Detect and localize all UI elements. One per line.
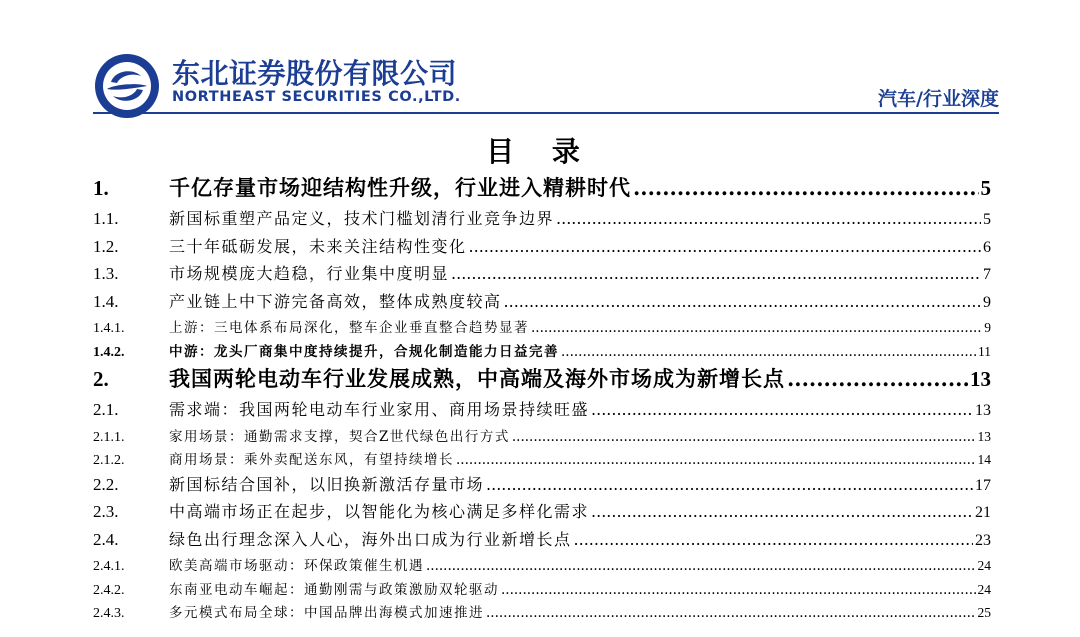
- toc-dot-leader: [426, 558, 976, 574]
- company-name-cn: 东北证券股份有限公司: [172, 57, 458, 90]
- toc-entry-number: 2.1.1.: [93, 429, 125, 445]
- toc-entry-title: 上游：三电体系布局深化，整车企业垂直整合趋势显著: [169, 320, 529, 336]
- toc-entry-page: 13: [975, 402, 991, 419]
- report-category: 汽车/行业深度: [878, 88, 999, 110]
- toc-entry-page: 24: [977, 581, 991, 597]
- toc-entry-number: 1.4.: [93, 291, 119, 311]
- toc-entry-page: 6: [983, 238, 991, 256]
- toc-entry-page: 24: [977, 558, 991, 573]
- toc-entry-title: 新国标重塑产品定义，技术门槛划清行业竞争边界: [169, 209, 555, 228]
- toc-entry-title: 多元模式布局全球：中国品牌出海模式加速推进: [169, 605, 484, 621]
- toc-entry-page: 9: [983, 293, 991, 311]
- toc-entry-number: 1.4.2.: [93, 344, 125, 360]
- toc-entry-number: 2.3.: [93, 502, 119, 521]
- toc-entry-title: 商用场景：乘外卖配送东风，有望持续增长: [169, 452, 454, 468]
- toc-dot-leader: [512, 429, 976, 445]
- toc-dot-leader: [469, 237, 981, 256]
- toc-entry-page: 23: [975, 531, 991, 549]
- header-divider: [93, 112, 999, 114]
- toc-entry-number: 2.2.: [93, 474, 119, 494]
- toc-entry-number: 1.: [93, 176, 109, 200]
- toc-entry-page: 13: [970, 367, 991, 391]
- toc-entry[interactable]: [93, 261, 991, 289]
- toc-entry[interactable]: [93, 172, 991, 206]
- toc-entry-title: 千亿存量市场迎结构性升级，行业进入精耕时代: [169, 176, 631, 200]
- toc-entry-title: 东南亚电动车崛起：通勤刚需与政策激励双轮驱动: [169, 581, 499, 598]
- toc-entry-title: 三十年砥砺发展，未来关注结构性变化: [169, 236, 467, 256]
- toc-entry-title: 市场规模庞大趋稳，行业集中度明显: [169, 264, 450, 283]
- toc-entry[interactable]: [93, 601, 991, 625]
- toc-entry[interactable]: [93, 397, 991, 425]
- toc-entry[interactable]: [93, 527, 991, 555]
- toc-entry-page: 9: [984, 320, 991, 335]
- toc-entry[interactable]: [93, 425, 991, 449]
- toc-entry-page: 21: [975, 504, 991, 521]
- toc-dot-leader: [591, 502, 973, 521]
- toc-entry-number: 1.3.: [93, 264, 119, 283]
- toc-entry-title: 产业链上中下游完备高效，整体成熟度较高: [169, 291, 502, 311]
- company-name-en: NORTHEAST SECURITIES CO.,LTD.: [172, 89, 461, 105]
- toc-dot-leader: [561, 344, 976, 360]
- toc-entry[interactable]: [93, 448, 991, 472]
- toc-entry-page: 7: [983, 266, 991, 283]
- toc-entry-title: 欧美高端市场驱动：环保政策催生机遇: [169, 558, 424, 574]
- toc-entry[interactable]: [93, 234, 991, 262]
- toc-dot-leader: [486, 605, 976, 621]
- toc-entry-title: 需求端：我国两轮电动车行业家用、商用场景持续旺盛: [169, 400, 590, 419]
- toc-entry-page: 11: [978, 343, 991, 359]
- toc-title: 目 录: [486, 135, 594, 168]
- toc-dot-leader: [456, 452, 976, 468]
- toc-dot-leader: [633, 175, 979, 200]
- toc-entry-page: 25: [977, 605, 991, 620]
- toc-entry-title: 中游：龙头厂商集中度持续提升，合规化制造能力日益完善: [169, 343, 559, 360]
- northeast-securities-logo-icon: [93, 52, 161, 120]
- toc-dot-leader: [501, 582, 976, 598]
- toc-entry-number: 2.4.3.: [93, 606, 125, 621]
- toc-dot-leader: [486, 475, 973, 494]
- toc-dot-leader: [787, 366, 968, 391]
- toc-entry-page: 5: [980, 176, 991, 200]
- toc-entry-number: 1.2.: [93, 236, 119, 256]
- toc-entry-page: 5: [983, 211, 991, 228]
- toc-entry[interactable]: [93, 363, 991, 397]
- toc-entry-title: 家用场景：通勤需求支撑，契合Z世代绿色出行方式: [169, 428, 510, 445]
- toc-entry[interactable]: [93, 578, 991, 602]
- toc-entry-page: 13: [977, 428, 991, 444]
- toc-dot-leader: [531, 320, 982, 336]
- toc-entry-number: 2.4.2.: [93, 582, 125, 598]
- toc-entry-title: 中高端市场正在起步，以智能化为核心满足多样化需求: [169, 502, 590, 521]
- toc-entry-title: 绿色出行理念深入人心，海外出口成为行业新增长点: [169, 529, 572, 549]
- toc-entry-number: 2.: [93, 367, 109, 391]
- toc-entry-title: 新国标结合国补，以旧换新激活存量市场: [169, 474, 485, 494]
- toc-entry-title: 我国两轮电动车行业发展成熟，中高端及海外市场成为新增长点: [169, 367, 785, 391]
- toc-entry[interactable]: [93, 472, 991, 500]
- toc-entry-number: 2.1.2.: [93, 453, 125, 468]
- toc-entry-number: 2.1.: [93, 400, 119, 419]
- toc-entry[interactable]: [93, 206, 991, 234]
- table-of-contents: [93, 172, 991, 625]
- toc-entry-number: 2.4.1.: [93, 559, 125, 574]
- toc-dot-leader: [451, 264, 981, 283]
- toc-entry-page: 14: [977, 452, 991, 467]
- toc-entry[interactable]: [93, 340, 991, 364]
- toc-dot-leader: [591, 400, 973, 419]
- toc-dot-leader: [504, 292, 981, 311]
- toc-entry[interactable]: [93, 316, 991, 340]
- toc-entry-number: 1.1.: [93, 209, 119, 228]
- toc-dot-leader: [556, 209, 981, 228]
- toc-entry-page: 17: [975, 476, 991, 494]
- toc-entry[interactable]: [93, 499, 991, 527]
- toc-dot-leader: [574, 530, 973, 549]
- toc-entry-number: 1.4.1.: [93, 321, 125, 336]
- toc-entry[interactable]: [93, 554, 991, 578]
- toc-entry-number: 2.4.: [93, 529, 119, 549]
- toc-entry[interactable]: [93, 289, 991, 317]
